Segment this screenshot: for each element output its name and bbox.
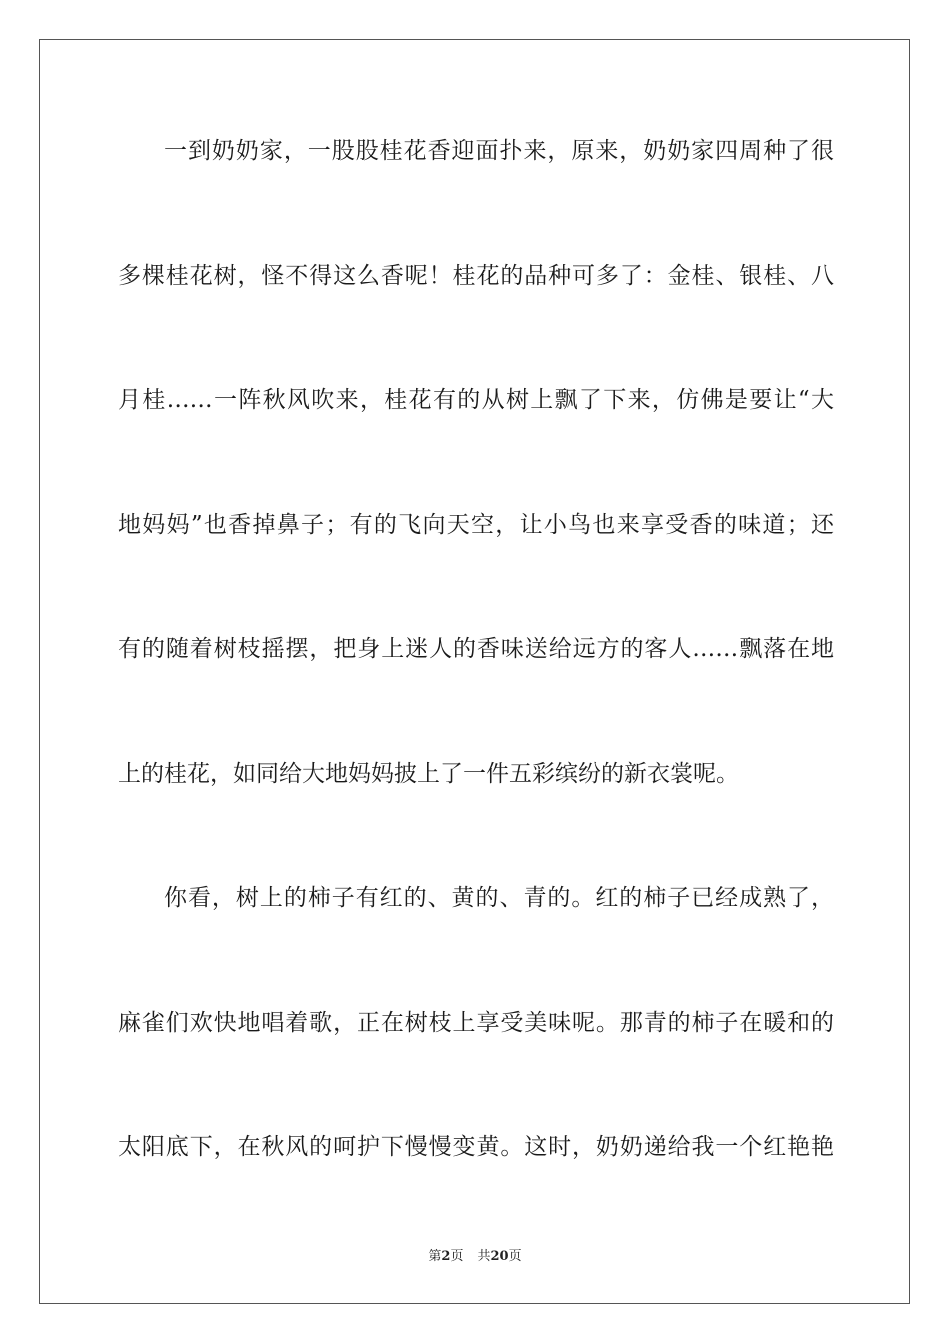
page-suffix: 页 [450,1249,464,1264]
paragraph-line: 太阳底下，在秋风的呵护下慢慢变黄。这时，奶奶递给我一个红艳艳 [118,1134,834,1160]
total-suffix: 页 [508,1249,522,1264]
total-prefix: 共 [477,1249,491,1264]
paragraph-line: 月桂……一阵秋风吹来，桂花有的从树上飘了下来，仿佛是要让“大 [118,387,834,413]
total-pages: 20 [490,1249,509,1264]
page-footer [0,1248,950,1266]
paragraph-line: 麻雀们欢快地唱着歌，正在树枝上享受美味呢。那青的柿子在暖和的 [118,1010,834,1036]
paragraph-line: 有的随着树枝摇摆，把身上迷人的香味送给远方的客人……飘落在地 [118,636,834,662]
page-prefix: 第 [428,1249,442,1264]
page-border [39,39,910,1304]
paragraph-line: 一到奶奶家，一股股桂花香迎面扑来，原来，奶奶家四周种了很 [164,138,834,164]
page-number: 2 [441,1249,451,1264]
paragraph-line: 多棵桂花树，怪不得这么香呢！桂花的品种可多了：金桂、银桂、八 [118,263,834,289]
paragraph-line: 你看，树上的柿子有红的、黄的、青的。红的柿子已经成熟了， [164,885,834,911]
paragraph-line: 上的桂花，如同给大地妈妈披上了一件五彩缤纷的新衣裳呢。 [118,761,739,787]
paragraph-line: 地妈妈”也香掉鼻子；有的飞向天空，让小鸟也来享受香的味道；还 [118,512,834,538]
